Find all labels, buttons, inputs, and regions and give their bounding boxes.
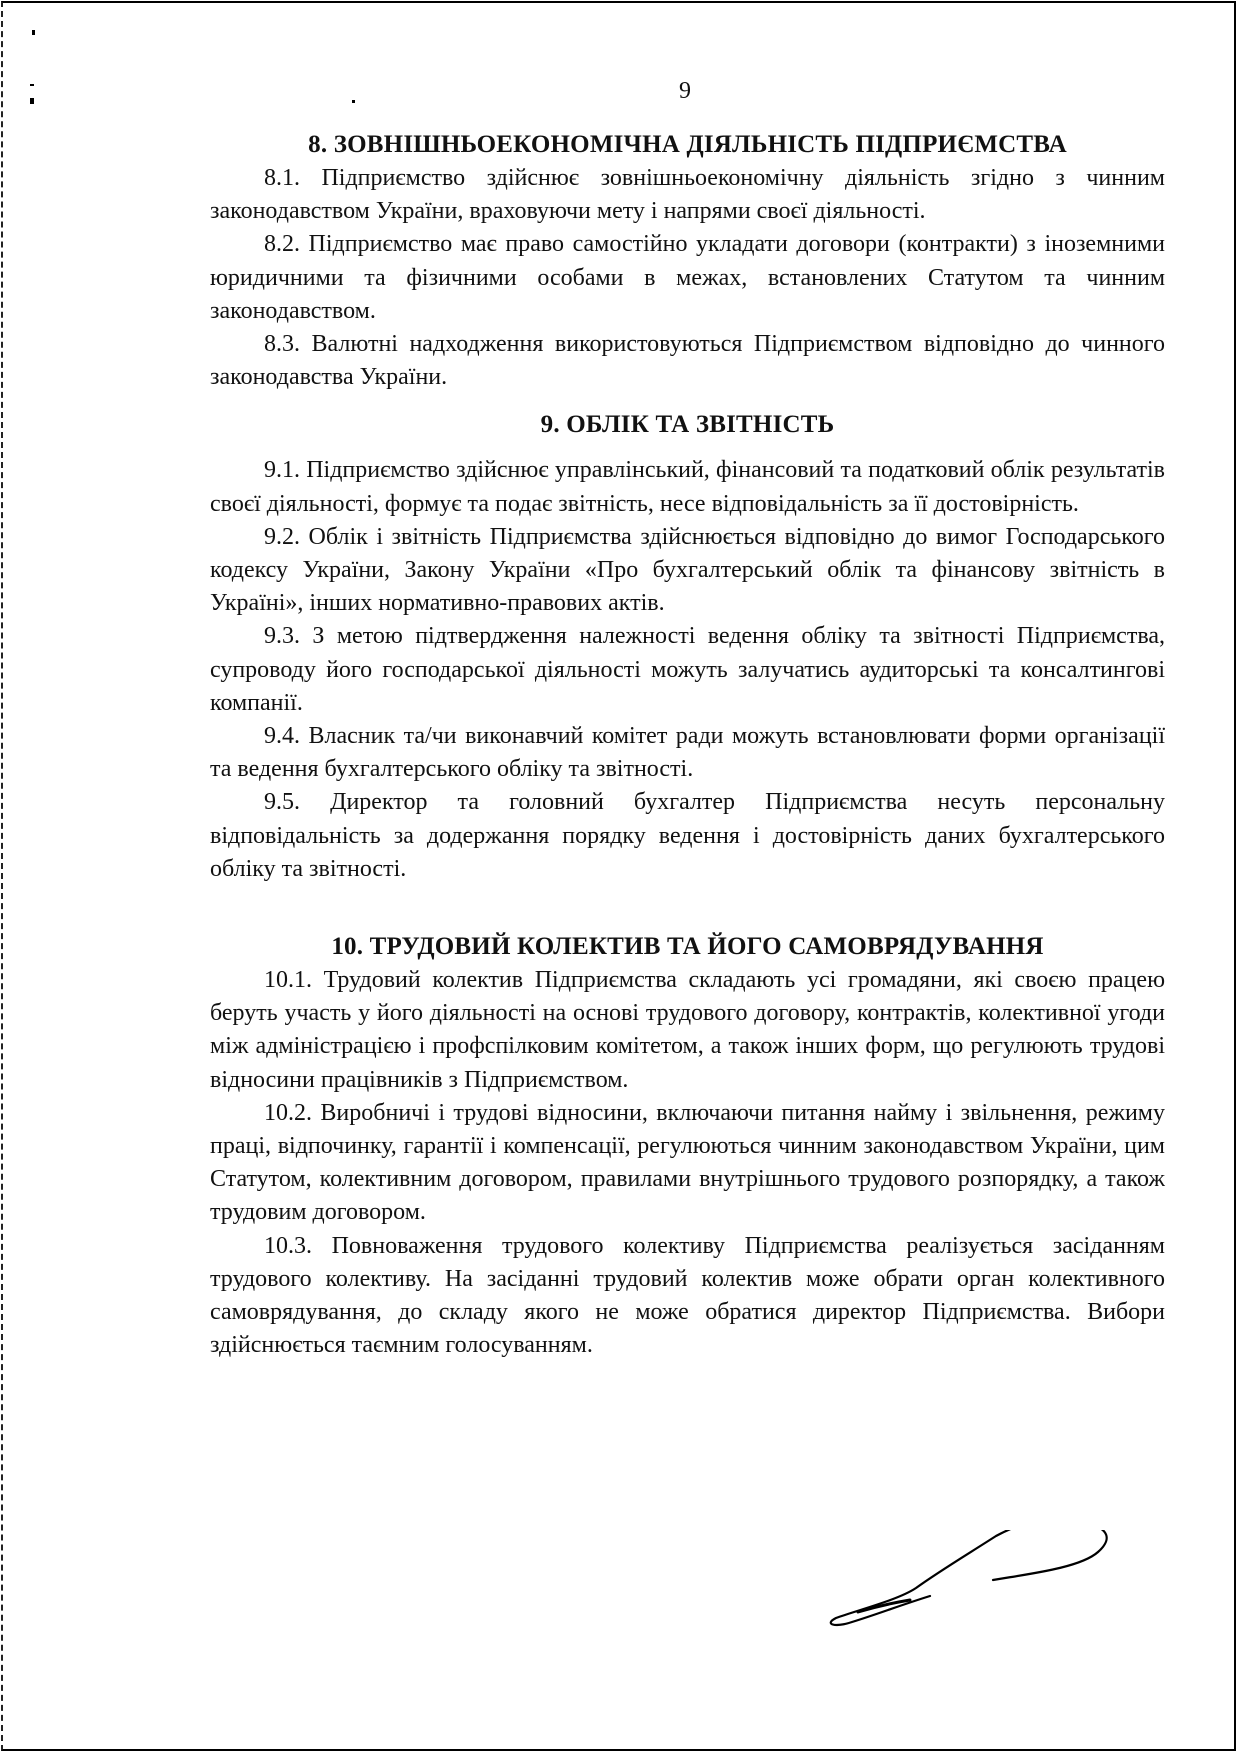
paragraph-10-1: 10.1. Трудовий колектив Підприємства складають усі громадяни, які своєю працею беруть участь у його діяльності на основі трудового договору, контрактів, колективної угоди між адміністрацією і профспілковим комітетом, а також інших форм, що регулюють трудові відносини працівників з Підприємством. (210, 967, 1165, 1093)
paragraph-8-2: 8.2. Підприємство має право самостійно укладати договори (контракти) з іноземними юридичними та фізичними особами в межах, встановлених Статутом та чинним законодавством. (210, 231, 1165, 324)
section-10 (210, 930, 1165, 1362)
paragraph-8-1: 8.1. Підприємство здійснює зовнішньоекономічну діяльність згідно з чинним законодавством України, враховуючи мету і напрями своєї діяльності. (210, 165, 1165, 225)
paragraph-9-4: 9.4. Власник та/чи виконавчий комітет ради можуть встановлювати форми організації та ведення бухгалтерського обліку та звітності. (210, 723, 1165, 783)
section-title: 9. ОБЛІК ТА ЗВІТНІСТЬ (540, 411, 835, 439)
section-title: 8. ЗОВНІШНЬОЕКОНОМІЧНА ДІЯЛЬНІСТЬ ПІДПРИЄМСТВА (308, 131, 1067, 158)
paragraph-9-1: 9.1. Підприємство здійснює управлінський, фінансовий та податковий облік результатів своєї діяльності, формує та подає звітність, несе відповідальність за її достовірність. (210, 457, 1165, 517)
paragraph-8-3: 8.3. Валютні надходження використовуються Підприємством відповідно до чинного законодавства України. (210, 331, 1165, 391)
paragraph-10-2: 10.2. Виробничі і трудові відносини, включаючи питання найму і звільнення, режиму праці, відпочинку, гарантії і компенсації, регулюються чинним законодавством України, цим Статутом, колективним договором, правилами внутрішнього трудового розпорядку, а також трудовим договором. (210, 1099, 1165, 1226)
paragraph-10-3: 10.3. Повноваження трудового колективу Підприємства реалізується засіданням трудового колективу. На засіданні трудовий колектив може обрати орган колективного самоврядування, до складу якого не може обратися директор Підприємства. Вибори здійснюється таємним голосуванням. (210, 1232, 1165, 1359)
section-title: 10. ТРУДОВИЙ КОЛЕКТИВ ТА ЙОГО САМОВРЯДУВАННЯ (331, 933, 1044, 961)
section-8 (210, 128, 1165, 394)
scan-mark (32, 30, 35, 35)
page-number: 9 (679, 78, 691, 104)
signature-stroke (831, 1530, 1107, 1625)
document-body (210, 128, 1165, 1363)
section-9 (210, 408, 1165, 886)
handwritten-signature (818, 1530, 1148, 1670)
paragraph-9-2: 9.2. Облік і звітність Підприємства здійснюється відповідно до вимог Господарського кодексу України, Закону України «Про бухгалтерський облік та фінансову звітність в Україні», інших нормативно-правових актів. (210, 523, 1165, 617)
paragraph-9-3: 9.3. З метою підтвердження належності ведення обліку та звітності Підприємства, супроводу його господарської діяльності можуть залучатись аудиторські та консалтингові компанії. (210, 623, 1165, 716)
paragraph-9-5: 9.5. Директор та головний бухгалтер Підприємства несуть персональну відповідальність за додержання порядку ведення і достовірність даних бухгалтерського обліку та звітності. (210, 789, 1165, 882)
